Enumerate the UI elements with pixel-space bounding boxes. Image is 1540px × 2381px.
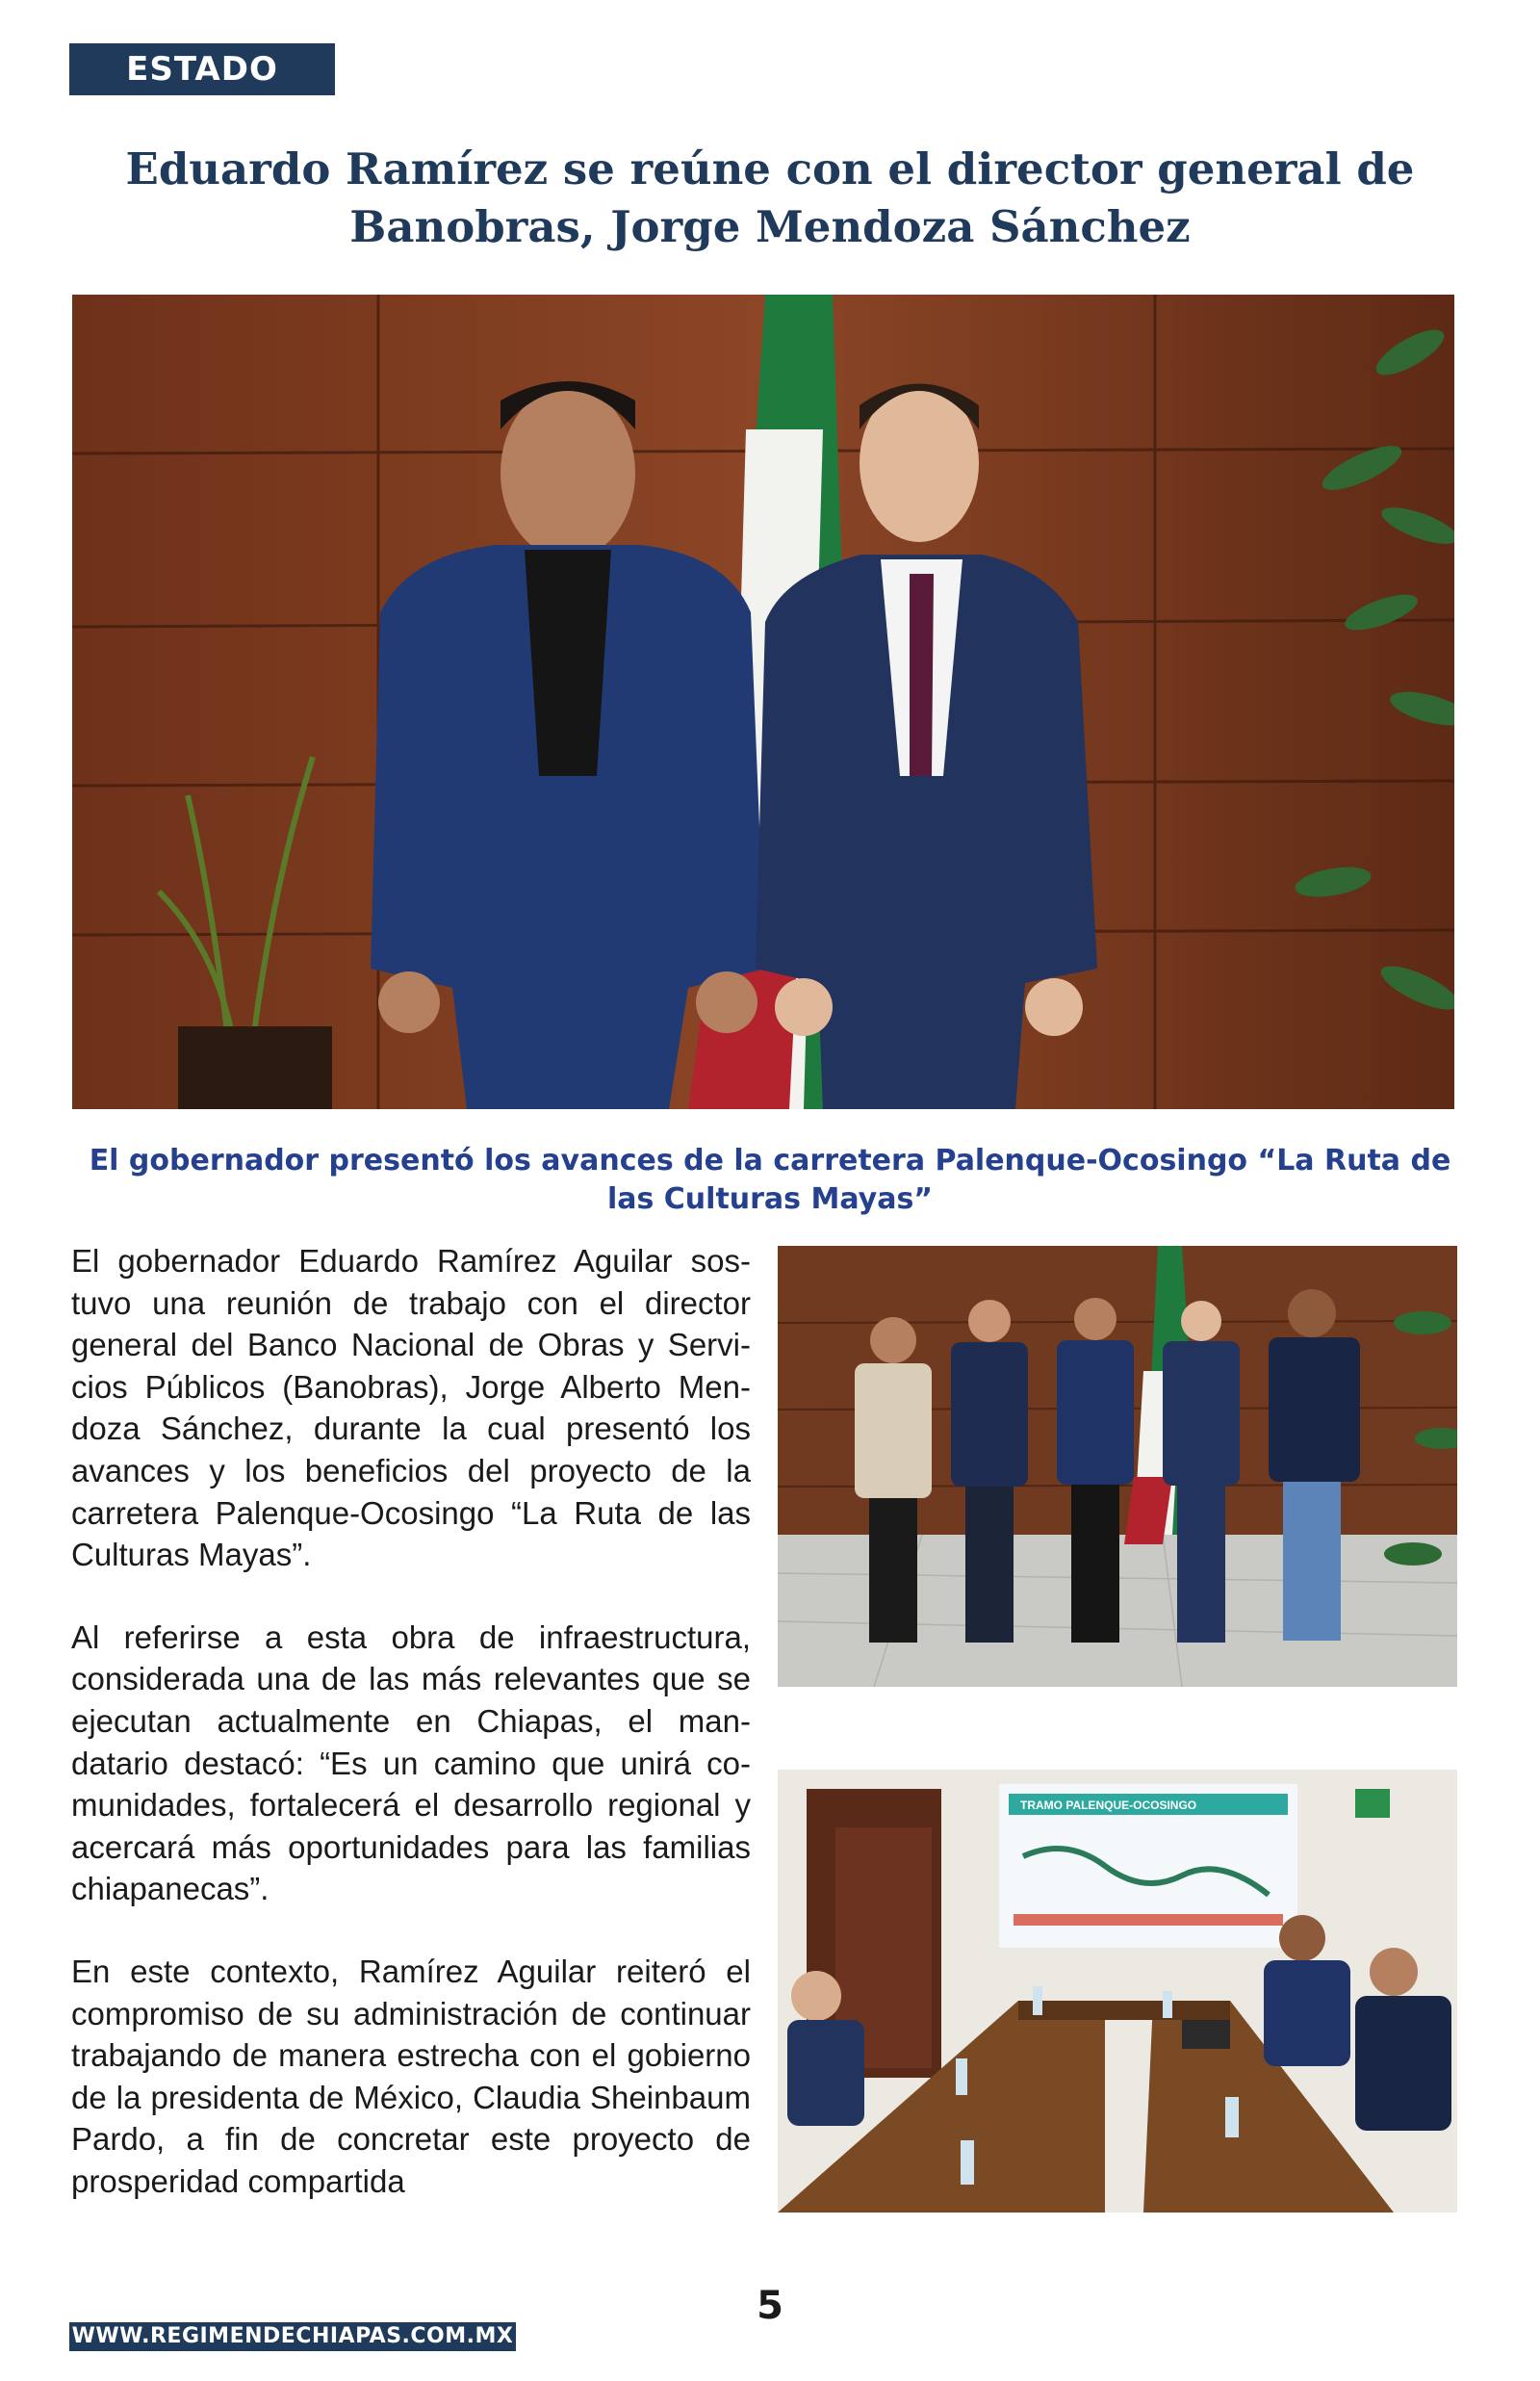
- paragraph-2: Al referirse a esta obra de infraestructura, considerada una de las más relevantes que se ejecutan actualmente en Chiapas, el mandatario destacó: “Es un camino que unirá comunidades, fortalecerá el desarrollo regional y acercará más oportunidades para las familias chiapanecas”.: [71, 1618, 751, 1907]
- page-number: 5: [757, 2284, 783, 2328]
- article-body: [71, 1240, 751, 2242]
- meeting-photo: [778, 1770, 1457, 2213]
- paragraph-3: En este contexto, Ramírez Aguilar reiteró el compromiso de su administración de continuar trabajando de manera estrecha con el gobierno de la presidenta de México, Claudia Sheinbaum Pardo, a fin de concretar este proyecto de prosperidad compartida: [71, 1953, 751, 2199]
- main-photo: [72, 295, 1454, 1109]
- paragraph-1: El gobernador Eduardo Ramírez Aguilar sostuvo una reunión de trabajo con el director general del Banco Nacional de Obras y Servicios Públicos (Banobras), Jorge Alberto Mendoza Sánchez, durante la cual presentó los avances y los beneficios del proyecto de la carretera Palenque-Ocosingo “La Ruta de las Culturas Mayas”.: [71, 1243, 751, 1573]
- section-tag: ESTADO: [69, 43, 335, 95]
- article-subheadline: El gobernador presentó los avances de la carretera Palenque-Ocosingo “La Ruta de las Culturas Mayas”: [89, 1144, 1451, 1216]
- footer-website: WWW.REGIMENDECHIAPAS.COM.MX: [69, 2322, 516, 2351]
- slide-title: TRAMO PALENQUE-OCOSINGO: [1020, 1799, 1197, 1812]
- group-photo: [778, 1246, 1457, 1687]
- article-headline: Eduardo Ramírez se reúne con el director general de Banobras, Jorge Mendoza Sánchez: [125, 143, 1415, 252]
